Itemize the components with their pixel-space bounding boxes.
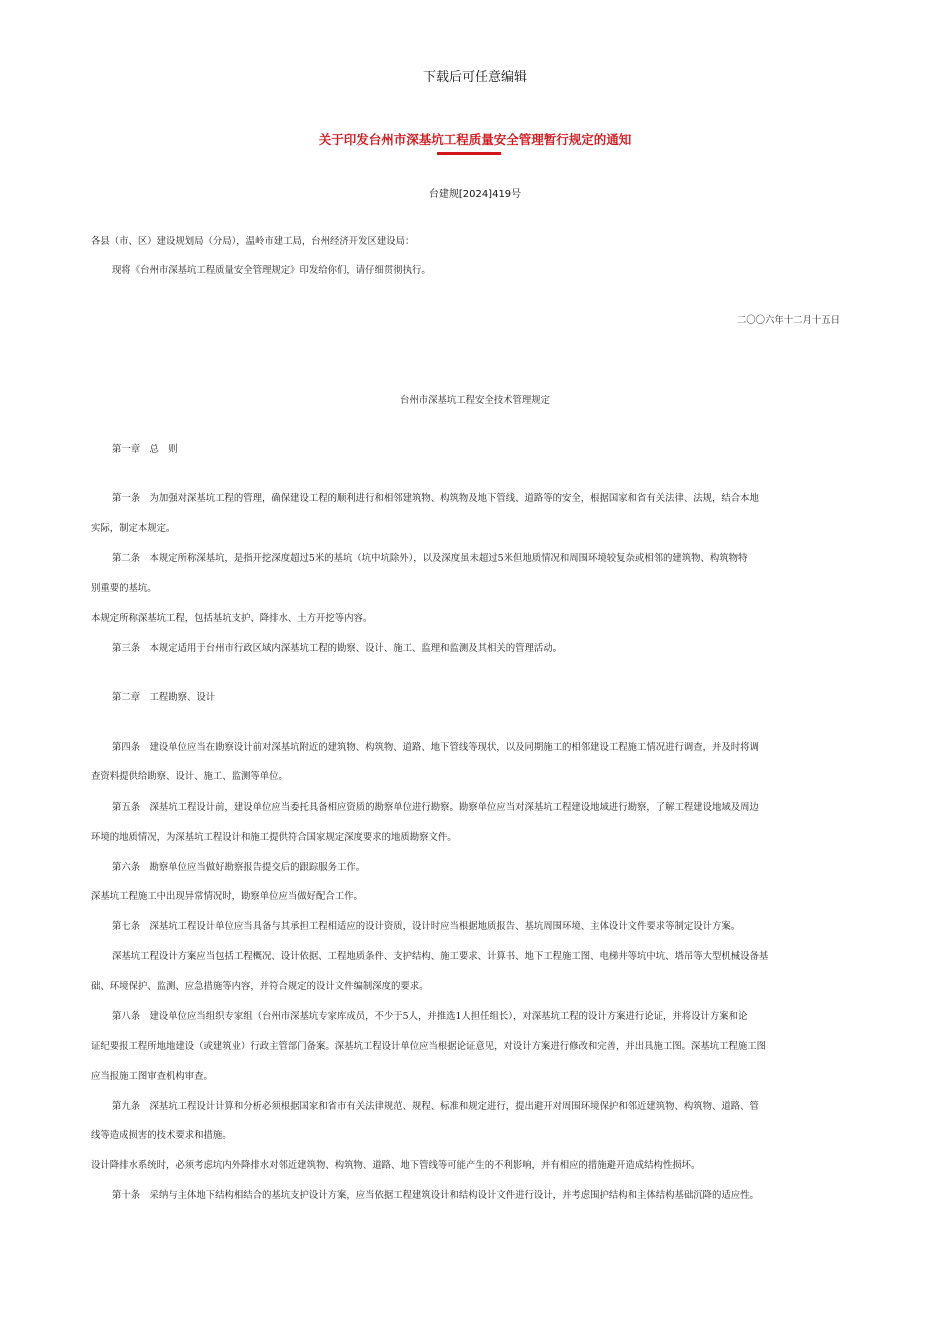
article-line: 第二条 本规定所称深基坑，是指开挖深度超过5米的基坑（坑中坑除外），以及深度虽未超过5米但地质情况和周围环境较复杂或相邻的建筑物、构筑物特 (112, 553, 748, 564)
article-line: 别重要的基坑。 (91, 583, 157, 594)
article-line: 应当报施工图审查机构审查。 (91, 1071, 213, 1082)
article-line: 查资料提供给勘察、设计、施工、监测等单位。 (91, 771, 288, 782)
article-line: 第四条 建设单位应当在勘察设计前对深基坑附近的建筑物、构筑物、道路、地下管线等现状，以及同期施工的相邻建设工程施工情况进行调查，并及时将调 (112, 742, 759, 753)
article-line: 第九条 深基坑工程设计计算和分析必须根据国家和省市有关法律规范、规程、标准和规定进行，提出避开对周围环境保护和邻近建筑物、构筑物、道路、管 (112, 1101, 759, 1112)
notice-text: 现将《台州市深基坑工程质量安全管理规定》印发给你们，请仔细贯彻执行。 (112, 265, 431, 276)
article-line: 设计降排水系统时，必须考虑坑内外降排水对邻近建筑物、构筑物、道路、地下管线等可能产生的不利影响，并有相应的措施避开造成结构性损坏。 (91, 1160, 701, 1171)
article-line: 深基坑工程设计方案应当包括工程概况、设计依据、工程地质条件、支护结构、施工要求、计算书、地下工程施工图、电梯井等坑中坑、塔吊等大型机械设备基 (112, 951, 769, 962)
article-line: 实际，制定本规定。 (91, 523, 176, 534)
article-line: 证纪要报工程所地地建设（或建筑业）行政主管部门备案。深基坑工程设计单位应当根据论证意见，对设计方案进行修改和完善，并出具施工图。深基坑工程施工图 (91, 1041, 767, 1052)
document-number: 台建规[2024]419号 (428, 189, 522, 200)
issue-date: 二〇〇六年十二月十五日 (736, 315, 840, 326)
article-line: 环境的地质情况，为深基坑工程设计和施工提供符合国家规定深度要求的地质勘察文件。 (91, 832, 457, 843)
regulation-title: 台州市深基坑工程安全技术管理规定 (399, 395, 550, 406)
article-line: 第七条 深基坑工程设计单位应当具备与其承担工程相适应的设计资质，设计时应当根据地质报告、基坑周围环境、主体设计文件要求等制定设计方案。 (112, 921, 741, 932)
article-line: 第十条 采纳与主体地下结构相结合的基坑支护设计方案，应当依据工程建筑设计和结构设计文件进行设计，并考虑围护结构和主体结构基础沉降的适应性。 (112, 1190, 759, 1201)
article-line: 第五条 深基坑工程设计前，建设单位应当委托具备相应资质的勘察单位进行勘察。勘察单位应当对深基坑工程建设地域进行勘察，了解工程建设地域及周边 (112, 802, 759, 813)
article-line: 第八条 建设单位应当组织专家组（台州市深基坑专家库成员，不少于5人，并推选1人担任组长），对深基坑工程的设计方案进行论证，并将设计方案和论 (112, 1011, 748, 1022)
article-line: 第三条 本规定适用于台州市行政区域内深基坑工程的勘察、设计、施工、监理和监测及其相关的管理活动。 (112, 643, 563, 654)
recipients-line: 各县（市、区）建设规划局（分局），温岭市建工局，台州经济开发区建设局： (91, 236, 415, 247)
article-line: 第一条 为加强对深基坑工程的管理，确保建设工程的顺利进行和相邻建筑物、构筑物及地下管线、道路等的安全，根据国家和省有关法律、法规，结合本地 (112, 493, 759, 504)
download-note: 下载后可任意编辑 (422, 70, 527, 85)
article-line: 线等造成损害的技术要求和措施。 (91, 1130, 232, 1141)
article-line: 第六条 勘察单位应当做好勘察报告提交后的跟踪服务工作。 (112, 862, 366, 873)
chapter-heading: 第二章 工程勘察、设计 (112, 692, 216, 703)
article-line: 深基坑工程施工中出现异常情况时，勘察单位应当做好配合工作。 (91, 891, 363, 902)
article-line: 础、环境保护、监测、应急措施等内容，并符合规定的设计文件编制深度的要求。 (91, 981, 429, 992)
document-title: 关于印发台州市深基坑工程质量安全管理暂行规定的通知 (318, 132, 632, 147)
article-line: 本规定所称深基坑工程，包括基坑支护、降排水、土方开挖等内容。 (91, 613, 373, 624)
title-underline (437, 152, 501, 155)
chapter-heading: 第一章 总 则 (112, 444, 178, 455)
